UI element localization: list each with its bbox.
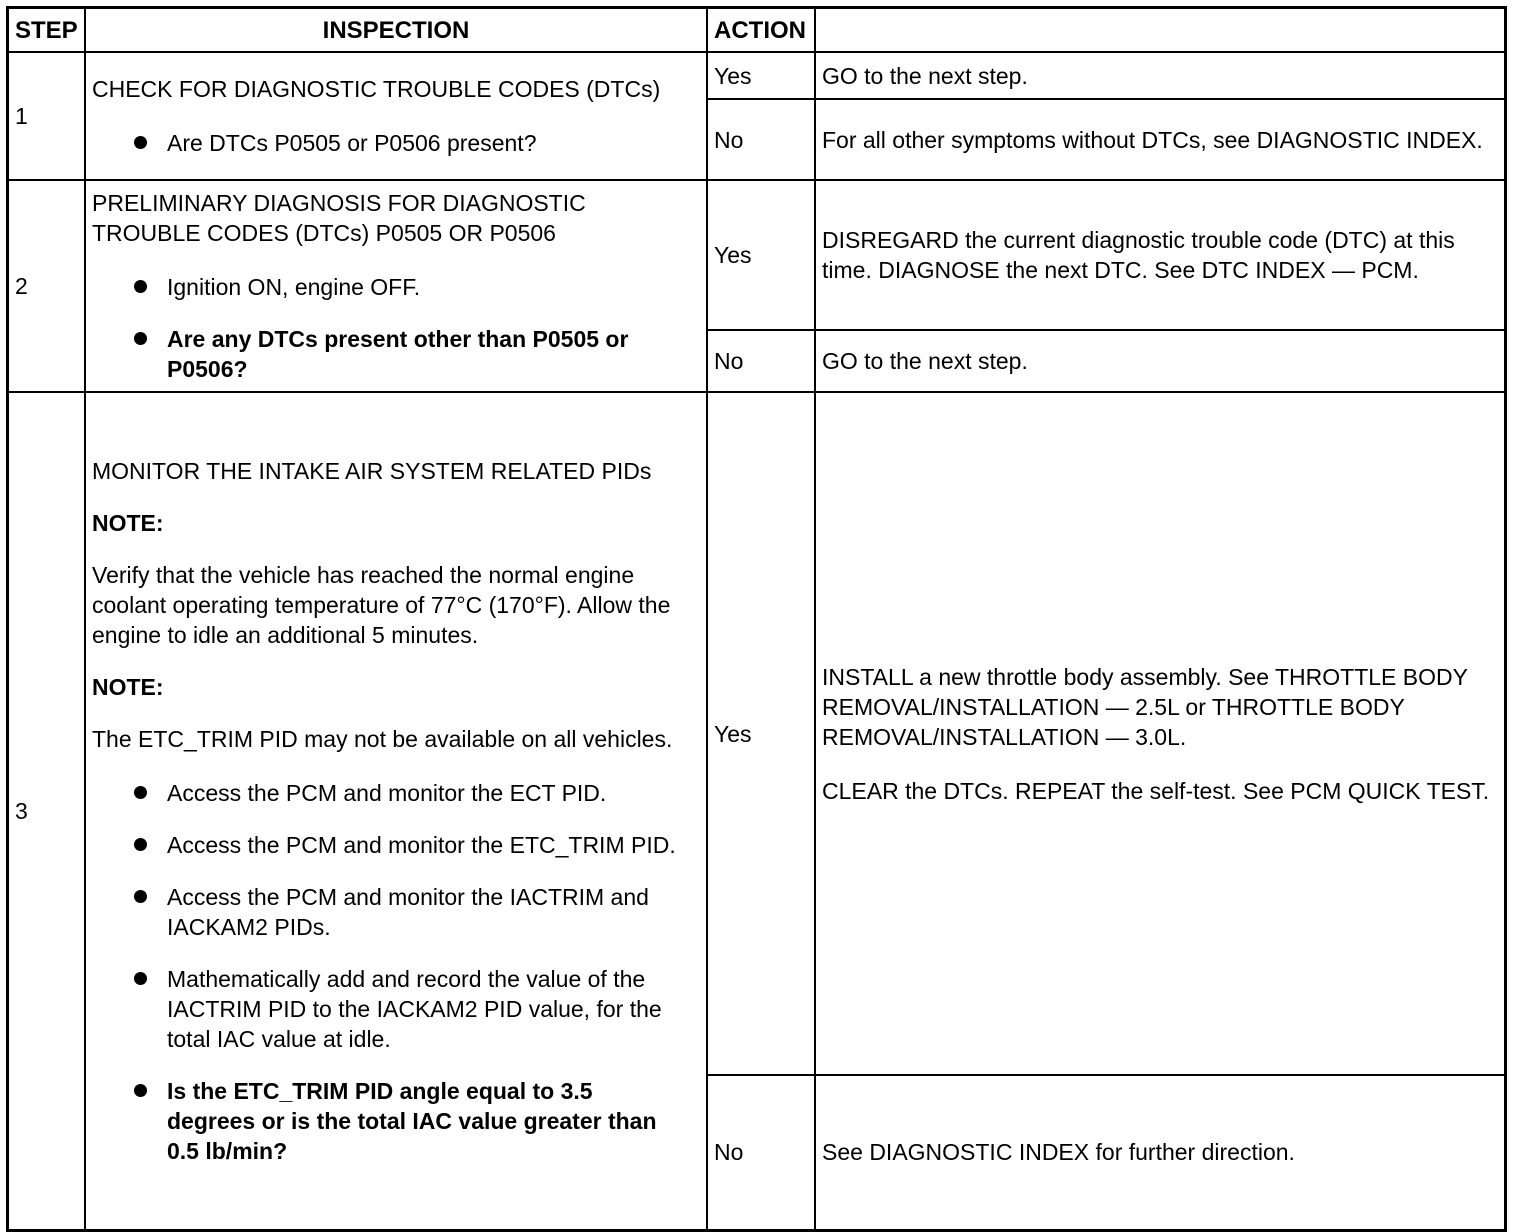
answer-no: No: [707, 330, 815, 392]
answer-no: No: [707, 99, 815, 180]
bullet-icon: [134, 972, 147, 985]
answer-yes: Yes: [707, 52, 815, 99]
step-inspection: [85, 392, 707, 1230]
step-number: 3: [8, 392, 86, 1230]
bullet-list: [92, 128, 700, 158]
yes-result: [815, 392, 1506, 1075]
list-item: Access the PCM and monitor the IACTRIM and IACKAM2 PIDs.: [92, 882, 700, 942]
yes-result: DISREGARD the current diagnostic trouble code (DTC) at this time. DIAGNOSE the next DTC. See DTC INDEX — PCM.: [815, 180, 1506, 330]
step-title: PRELIMINARY DIAGNOSIS FOR DIAGNOSTIC TROUBLE CODES (DTCs) P0505 OR P0506: [92, 190, 586, 246]
bullet-icon: [134, 890, 147, 903]
list-item: Access the PCM and monitor the ETC_TRIM PID.: [92, 830, 700, 860]
no-result: For all other symptoms without DTCs, see DIAGNOSTIC INDEX.: [815, 99, 1506, 180]
diagnostic-table: [6, 6, 1507, 1232]
no-result: GO to the next step.: [815, 330, 1506, 392]
header-inspection: INSPECTION: [85, 8, 707, 53]
yes-result: GO to the next step.: [815, 52, 1506, 99]
step-title: MONITOR THE INTAKE AIR SYSTEM RELATED PIDs: [92, 457, 652, 484]
table-row: [8, 392, 1506, 1075]
no-result: See DIAGNOSTIC INDEX for further direction.: [815, 1075, 1506, 1230]
list-item: Is the ETC_TRIM PID angle equal to 3.5 degrees or is the total IAC value greater than 0.5 lb/min?: [92, 1076, 700, 1166]
bullet-list: [92, 778, 700, 1166]
bullet-icon: [134, 332, 147, 345]
note-text: The ETC_TRIM PID may not be available on all vehicles.: [92, 725, 673, 752]
table-row: [8, 180, 1506, 330]
list-item: Are any DTCs present other than P0505 or P0506?: [92, 324, 700, 384]
header-result: [815, 8, 1506, 53]
bullet-icon: [134, 136, 147, 149]
step-title: CHECK FOR DIAGNOSTIC TROUBLE CODES (DTCs): [92, 76, 661, 102]
table-row: [8, 52, 1506, 99]
step-number: 2: [8, 180, 86, 392]
answer-no: No: [707, 1075, 815, 1230]
step-inspection: [85, 180, 707, 392]
bullet-icon: [134, 280, 147, 293]
bullet-icon: [134, 838, 147, 851]
answer-yes: Yes: [707, 392, 815, 1075]
step-inspection: [85, 52, 707, 180]
yes-result-text: CLEAR the DTCs. REPEAT the self-test. See PCM QUICK TEST.: [822, 777, 1490, 804]
answer-yes: Yes: [707, 180, 815, 330]
bullet-icon: [134, 786, 147, 799]
note-heading: NOTE:: [92, 673, 164, 700]
note-text: Verify that the vehicle has reached the normal engine coolant operating temperature of 77°C (170°F). Allow the engine to idle an additional 5 minutes.: [92, 561, 671, 648]
header-action: ACTION: [707, 8, 815, 53]
yes-result-text: INSTALL a new throttle body assembly. See THROTTLE BODY REMOVAL/INSTALLATION — 2.5L or THROTTLE BODY REMOVAL/INSTALLATION — 3.0L.: [822, 663, 1468, 750]
list-item: Ignition ON, engine OFF.: [92, 272, 700, 302]
header-row: [8, 8, 1506, 53]
bullet-icon: [134, 1084, 147, 1097]
step-number: 1: [8, 52, 86, 180]
list-item: Access the PCM and monitor the ECT PID.: [92, 778, 700, 808]
list-item: Are DTCs P0505 or P0506 present?: [92, 128, 700, 158]
header-step: STEP: [8, 8, 86, 53]
list-item: Mathematically add and record the value of the IACTRIM PID to the IACKAM2 PID value, for the total IAC value at idle.: [92, 964, 700, 1054]
bullet-list: [92, 272, 700, 384]
note-heading: NOTE:: [92, 509, 164, 536]
